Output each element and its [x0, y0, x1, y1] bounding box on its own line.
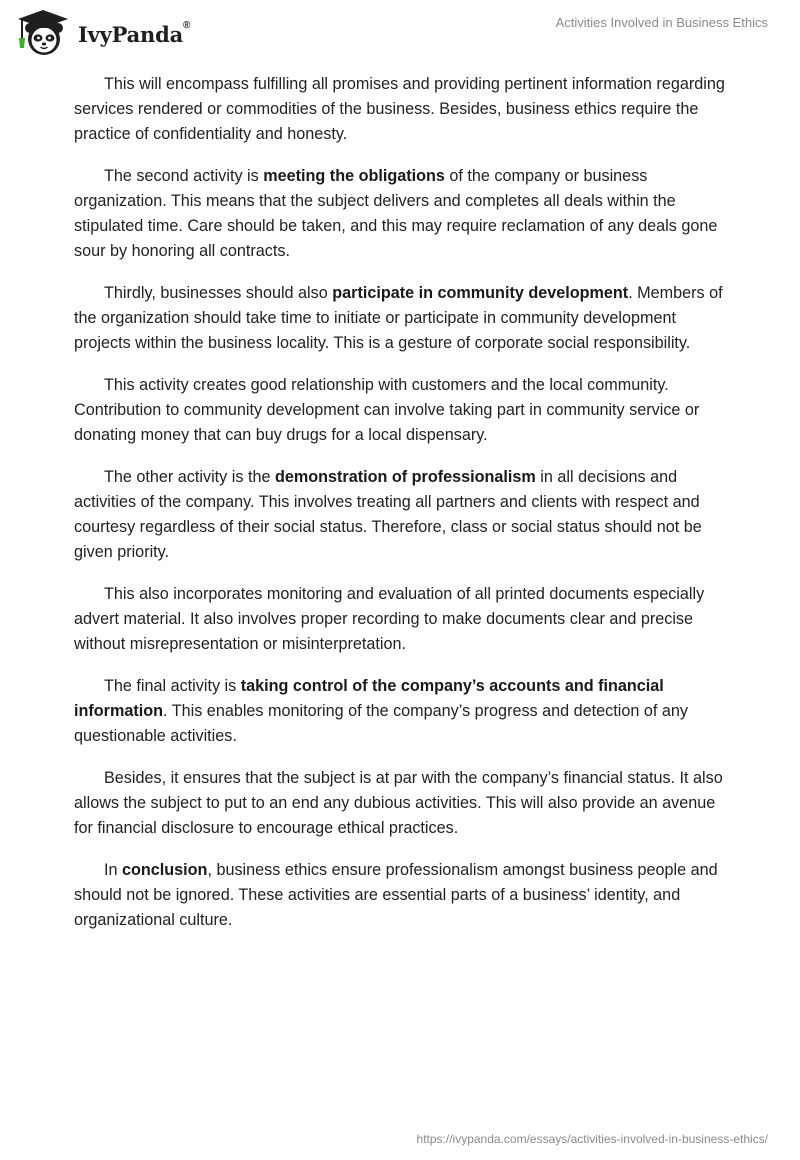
paragraph	[74, 373, 734, 448]
bold-phrase: conclusion	[122, 861, 208, 879]
text-run: . Members of the organization should take time to initiate or participate in community development projects within the business locality. This is a gesture of corporate social responsibility.	[74, 284, 723, 352]
text-run: This activity creates good relationship with customers and the local community. Contribution to community development can involve taking part in community service or donating money that can buy drugs for a local dispensary.	[74, 376, 700, 444]
text-run: This will encompass fulfilling all promises and providing pertinent information regarding services rendered or commodities of the business. Besides, business ethics require the practice of confidentiality and honesty.	[74, 75, 725, 143]
page-header	[0, 0, 800, 70]
paragraph	[74, 281, 734, 356]
document-title: Activities Involved in Business Ethics	[555, 15, 768, 30]
text-run: in all decisions and activities of the company. This involves treating all partners and clients with respect and courtesy regardless of their social status. Therefore, class or social status should not be given priority.	[74, 468, 702, 561]
brand-name: IvyPanda®	[78, 19, 191, 47]
paragraph	[74, 164, 734, 264]
text-run: This also incorporates monitoring and evaluation of all printed documents especially advert material. It also involves proper recording to make documents clear and precise without misrepresentation or misinterpretation.	[74, 585, 705, 653]
paragraph	[74, 766, 734, 841]
source-url[interactable]: https://ivypanda.com/essays/activities-involved-in-business-ethics/	[416, 1132, 768, 1146]
text-run: The final activity is	[104, 677, 241, 695]
panda-graduation-cap-icon	[14, 8, 72, 58]
text-run: The other activity is the	[104, 468, 275, 486]
logo[interactable]	[14, 8, 190, 58]
text-run: of the company or business organization. This means that the subject delivers and completes all deals within the stipulated time. Care should be taken, and this may require reclamation of any deals gone sour by honoring all contracts.	[74, 167, 718, 260]
text-run: . This enables monitoring of the company’s progress and detection of any questionable activities.	[74, 702, 688, 745]
paragraph	[74, 674, 734, 749]
text-run: In	[104, 861, 122, 879]
text-run: Thirdly, businesses should also	[104, 284, 333, 302]
paragraph	[74, 582, 734, 657]
bold-phrase: participate in community development	[332, 284, 629, 302]
paragraph	[74, 465, 734, 565]
paragraph	[74, 858, 734, 933]
paragraph	[74, 72, 734, 147]
bold-phrase: meeting the obligations	[263, 167, 445, 185]
text-run: , business ethics ensure professionalism amongst business people and should not be ignored. These activities are essential parts of a business’ identity, and organizational culture.	[74, 861, 718, 929]
text-run: The second activity is	[104, 167, 264, 185]
text-run: Besides, it ensures that the subject is at par with the company’s financial status. It also allows the subject to put to an end any dubious activities. This will also provide an avenue for financial disclosure to encourage ethical practices.	[74, 769, 723, 837]
bold-phrase: taking control of the company’s accounts and financial information	[74, 677, 664, 720]
bold-phrase: demonstration of professionalism	[274, 468, 536, 486]
essay-body	[74, 72, 734, 950]
